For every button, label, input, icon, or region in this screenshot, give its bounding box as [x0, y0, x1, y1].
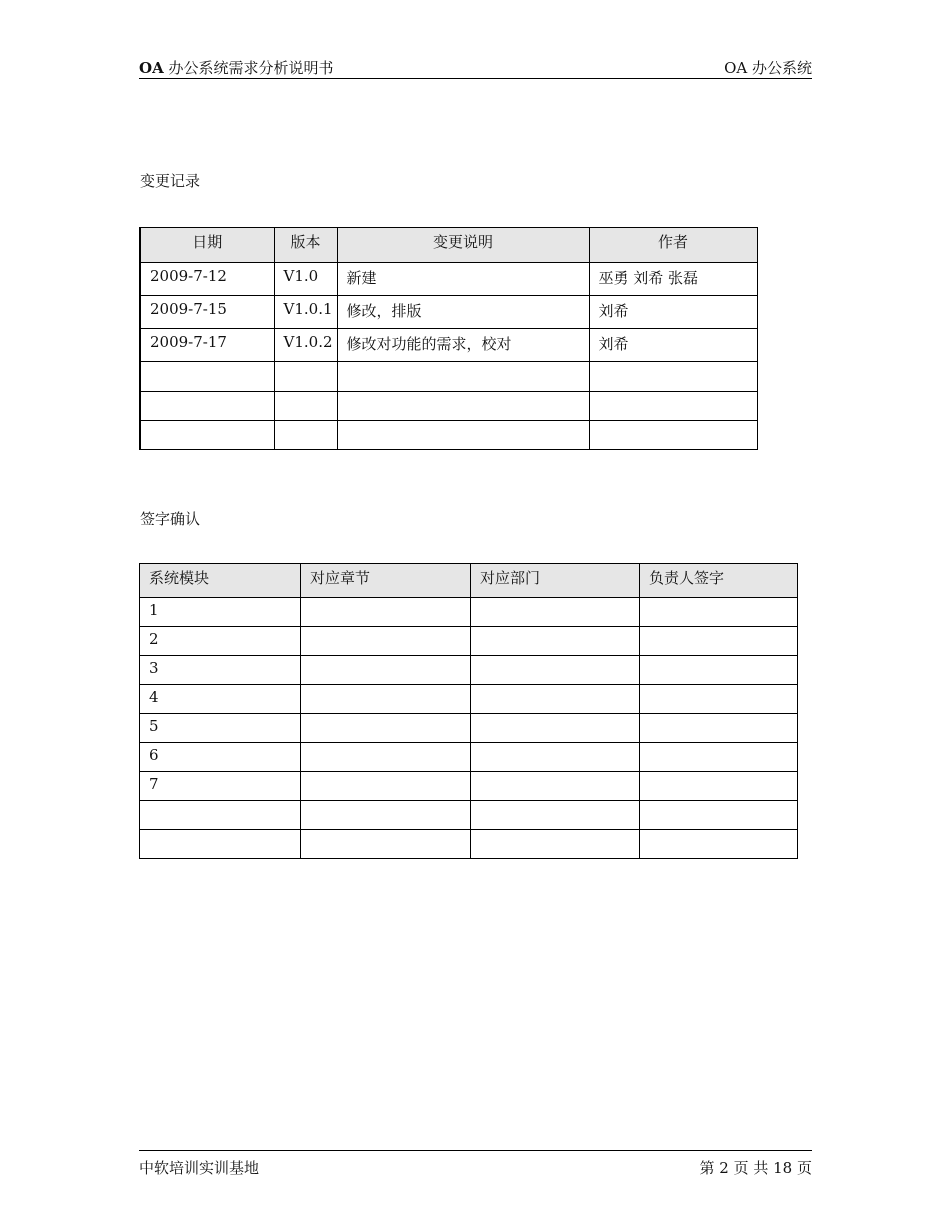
author-cell [589, 362, 757, 392]
department-cell [471, 627, 640, 656]
table-row [140, 263, 757, 296]
author-cell [589, 392, 757, 421]
signature-cell [640, 685, 798, 714]
module-cell [140, 801, 301, 830]
module-cell: 3 [140, 656, 301, 685]
column-header-module: 系统模块 [140, 564, 301, 598]
description-cell [337, 362, 589, 392]
table-row [140, 656, 798, 685]
version-cell: V1.0.2 [274, 329, 337, 362]
chapter-cell [301, 743, 471, 772]
table-row [140, 421, 757, 450]
department-cell [471, 598, 640, 627]
module-cell: 7 [140, 772, 301, 801]
column-header-date: 日期 [140, 228, 274, 263]
department-cell [471, 801, 640, 830]
table-row [140, 627, 798, 656]
sign-off-title: 签字确认 [140, 510, 201, 528]
date-cell [140, 392, 274, 421]
sign-off-table [139, 563, 798, 859]
document-title [139, 57, 334, 78]
description-cell: 新建 [337, 263, 589, 296]
column-header-author: 作者 [589, 228, 757, 263]
change-log-title: 变更记录 [140, 172, 201, 190]
author-cell: 刘希 [589, 329, 757, 362]
document-title-text: 办公系统需求分析说明书 [163, 59, 334, 77]
column-header-department: 对应部门 [471, 564, 640, 598]
table-row [140, 714, 798, 743]
department-cell [471, 656, 640, 685]
column-header-chapter: 对应章节 [301, 564, 471, 598]
author-cell: 刘希 [589, 296, 757, 329]
chapter-cell [301, 830, 471, 859]
column-header-signature: 负责人签字 [640, 564, 798, 598]
module-cell [140, 830, 301, 859]
chapter-cell [301, 714, 471, 743]
table-row [140, 830, 798, 859]
date-cell: 2009-7-15 [140, 296, 274, 329]
version-cell [274, 362, 337, 392]
module-cell: 1 [140, 598, 301, 627]
organization-name: 中软培训实训基地 [139, 1159, 260, 1177]
version-cell [274, 392, 337, 421]
system-name: OA 办公系统 [724, 59, 812, 77]
chapter-cell [301, 801, 471, 830]
version-cell: V1.0.1 [274, 296, 337, 329]
date-cell: 2009-7-12 [140, 263, 274, 296]
table-row [140, 296, 757, 329]
description-cell [337, 392, 589, 421]
version-cell: V1.0 [274, 263, 337, 296]
module-cell: 4 [140, 685, 301, 714]
author-cell: 巫勇 刘希 张磊 [589, 263, 757, 296]
date-cell: 2009-7-17 [140, 329, 274, 362]
module-cell: 6 [140, 743, 301, 772]
column-header-version: 版本 [274, 228, 337, 263]
signature-cell [640, 801, 798, 830]
table-row [140, 598, 798, 627]
module-cell: 5 [140, 714, 301, 743]
signature-cell [640, 714, 798, 743]
version-cell [274, 421, 337, 450]
table-row [140, 362, 757, 392]
sign-off-header-row [140, 564, 798, 598]
table-row [140, 685, 798, 714]
description-cell: 修改，排版 [337, 296, 589, 329]
department-cell [471, 830, 640, 859]
signature-cell [640, 598, 798, 627]
signature-cell [640, 656, 798, 685]
module-cell: 2 [140, 627, 301, 656]
table-row [140, 772, 798, 801]
department-cell [471, 685, 640, 714]
date-cell [140, 362, 274, 392]
department-cell [471, 772, 640, 801]
chapter-cell [301, 656, 471, 685]
table-row [140, 329, 757, 362]
page-header [139, 56, 812, 79]
signature-cell [640, 627, 798, 656]
change-log-table [139, 227, 758, 450]
chapter-cell [301, 627, 471, 656]
author-cell [589, 421, 757, 450]
chapter-cell [301, 772, 471, 801]
chapter-cell [301, 598, 471, 627]
signature-cell [640, 772, 798, 801]
page-footer [139, 1150, 812, 1177]
change-log-header-row [140, 228, 757, 263]
department-cell [471, 714, 640, 743]
date-cell [140, 421, 274, 450]
description-cell [337, 421, 589, 450]
chapter-cell [301, 685, 471, 714]
table-row [140, 801, 798, 830]
table-row [140, 392, 757, 421]
document-title-prefix: OA [139, 59, 164, 77]
signature-cell [640, 830, 798, 859]
department-cell [471, 743, 640, 772]
description-cell: 修改对功能的需求，校对 [337, 329, 589, 362]
table-row [140, 743, 798, 772]
page-number: 第 2 页 共 18 页 [699, 1159, 812, 1177]
column-header-description: 变更说明 [337, 228, 589, 263]
signature-cell [640, 743, 798, 772]
